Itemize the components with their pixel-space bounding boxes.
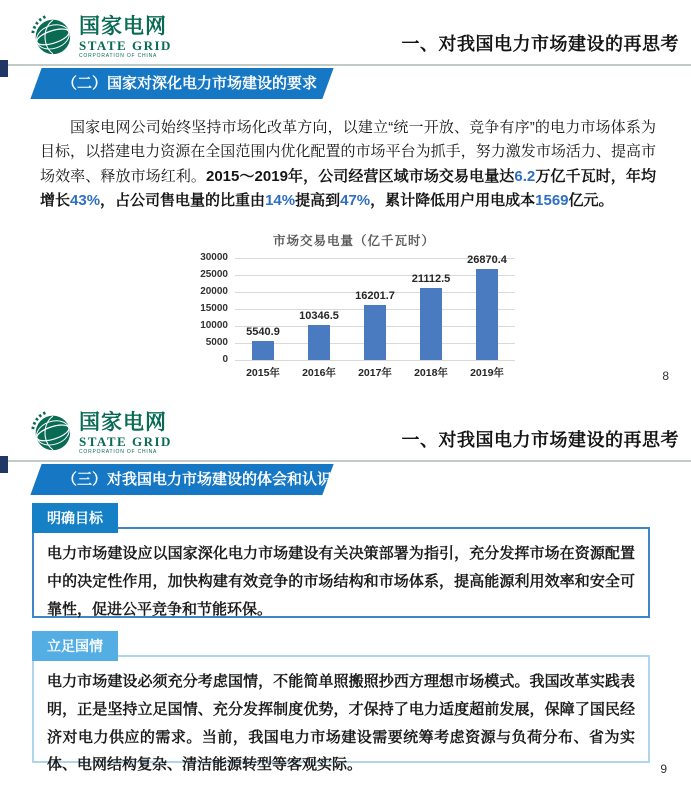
section-text-goal: 电力市场建设应以国家深化电力市场建设有关决策部署为指引，充分发挥市场在资源配置中的决定性作用，加快构建有效竞争的市场结构和市场体系，提高能源利用效率和安全可靠性，促进公平竞争和节能环保。 <box>47 545 635 618</box>
page-number: 9 <box>660 762 667 776</box>
section-banner <box>30 464 333 495</box>
logo-en-text: STATE GRID <box>79 434 172 449</box>
header-divider <box>0 460 691 462</box>
chart-bar <box>252 341 274 360</box>
chart-bar <box>476 269 498 360</box>
y-tick-label: 5000 <box>205 337 228 348</box>
logo-cn-text: 国家电网 <box>79 411 167 434</box>
banner-chip <box>0 456 8 473</box>
header-divider <box>0 64 691 66</box>
slide-2 <box>0 396 691 791</box>
slide-title: 一、对我国电力市场建设的再思考 <box>401 430 679 450</box>
paragraph-segment: 提高到 <box>295 192 341 210</box>
page-number: 8 <box>662 369 669 383</box>
chart-y-axis <box>193 252 235 365</box>
gridline <box>235 360 515 361</box>
bar-value-label: 10346.5 <box>299 309 339 322</box>
logo-cn-text: 国家电网 <box>79 15 167 38</box>
paragraph-segment: ，累计降低用户用电成本 <box>370 192 536 210</box>
paragraph-segment: 亿元。 <box>568 192 614 210</box>
state-grid-emblem-icon <box>28 12 74 63</box>
banner-chip <box>0 60 8 77</box>
logo-en-text: STATE GRID <box>79 38 172 53</box>
logo-sub-text: CORPORATION OF CHINA <box>79 53 158 59</box>
paragraph-segment: 2015～2019年，公司经营区域市场交易电量达 <box>206 167 515 185</box>
state-grid-logo <box>28 12 172 63</box>
paragraph-segment: 47% <box>340 192 371 210</box>
bar-value-label: 21112.5 <box>411 273 451 286</box>
bar-value-label: 26870.4 <box>467 253 507 266</box>
section-label-national: 立足国情 <box>32 631 118 661</box>
y-tick-label: 30000 <box>200 252 228 263</box>
bar-chart <box>193 231 515 380</box>
y-tick-label: 15000 <box>200 303 228 314</box>
chart-x-labels <box>235 365 515 380</box>
chart-bar <box>364 305 386 360</box>
paragraph-segment: 14% <box>265 192 296 210</box>
section-banner-label: （二）国家对深化电力市场建设的要求 <box>62 75 318 92</box>
logo-sub-text: CORPORATION OF CHINA <box>79 449 158 455</box>
paragraph-segment: 6.2 <box>514 167 536 185</box>
chart-bar <box>308 325 330 360</box>
section-box-goal <box>32 527 650 618</box>
slide-title: 一、对我国电力市场建设的再思考 <box>401 34 679 54</box>
section-banner-label: （三）对我国电力市场建设的体会和认识 <box>62 471 333 488</box>
chart-bar <box>420 288 442 360</box>
section-text-national: 电力市场建设必须充分考虑国情，不能简单照搬照抄西方理想市场模式。我国改革实践表明，正是坚持立足国情、充分发挥制度优势，才保持了电力适度超前发展，保障了国民经济对电力供应的需求。当前，我国电力市场建设需要统筹考虑资源与负荷分布、省为实体、电网结构复杂、清洁能源转型等客观实际。 <box>47 673 635 774</box>
x-tick-label: 2015年 <box>246 367 280 379</box>
y-tick-label: 10000 <box>200 320 228 331</box>
state-grid-logo <box>28 408 172 459</box>
x-tick-label: 2016年 <box>302 367 336 379</box>
chart-title: 市场交易电量（亿千瓦时） <box>272 234 435 248</box>
y-tick-label: 20000 <box>200 286 228 297</box>
body-paragraph <box>40 116 656 214</box>
chart-plot <box>235 253 515 360</box>
x-tick-label: 2019年 <box>470 367 504 379</box>
bar-value-label: 16201.7 <box>355 289 395 302</box>
section-label-goal: 明确目标 <box>32 503 118 533</box>
y-tick-label: 25000 <box>200 269 228 280</box>
paragraph-segment: 万亿千瓦时，年均增长 <box>40 167 656 210</box>
section-banner <box>30 68 333 99</box>
paragraph-segment: 国家电网公司始终坚持市场化改革方向，以建立“统一开放、竞争有序”的电力市场体系为目标，以搭建电力资源在全国范围内优化配置的市场平台为抓手，努力激发市场活力、提高市场效率、释放市场红利。 <box>40 119 656 185</box>
paragraph-segment: 1569 <box>535 192 569 210</box>
section-box-national <box>32 655 650 774</box>
paragraph-segment: ，占公司售电量的比重由 <box>100 192 266 210</box>
x-tick-label: 2017年 <box>358 367 392 379</box>
x-tick-label: 2018年 <box>414 367 448 379</box>
state-grid-emblem-icon <box>28 408 74 459</box>
bar-value-label: 5540.9 <box>246 326 280 339</box>
paragraph-segment: 43% <box>70 192 101 210</box>
y-tick-label: 0 <box>222 354 228 365</box>
